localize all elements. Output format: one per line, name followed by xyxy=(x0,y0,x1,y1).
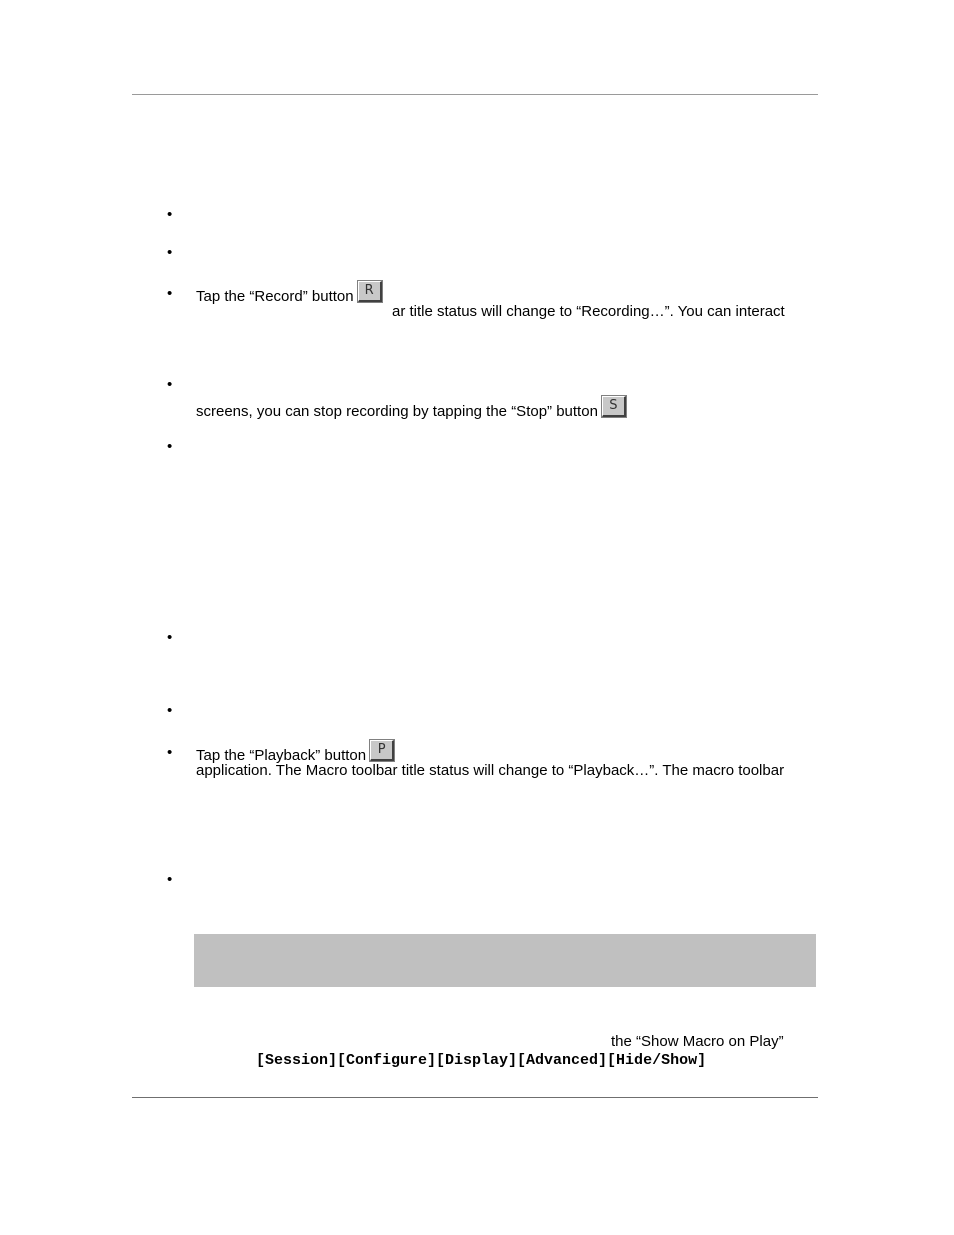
footer-rule xyxy=(132,1097,818,1098)
bullet-2: • xyxy=(167,244,173,261)
show-macro-text: the “Show Macro on Play” xyxy=(611,1033,784,1050)
menu-path: [Session][Configure][Display][Advanced][Hide/Show] xyxy=(256,1052,707,1069)
bullet-4: • xyxy=(167,376,173,393)
bullet-6: • xyxy=(167,629,173,646)
stop-button-icon: S xyxy=(602,396,626,417)
header-rule xyxy=(132,94,818,95)
record-continuation: ar title status will change to “Recording…”. You can interact xyxy=(392,303,785,320)
note-box xyxy=(194,934,816,987)
bullet-8: • xyxy=(167,744,173,761)
record-button-icon: R xyxy=(358,281,382,302)
bullet-7: • xyxy=(167,702,173,719)
bullet-1: • xyxy=(167,206,173,223)
playback-button-icon: P xyxy=(370,740,394,761)
playback-step-label: Tap the “Playback” button xyxy=(196,747,367,764)
bullet-3: • xyxy=(167,285,173,302)
bullet-5: • xyxy=(167,438,173,455)
record-step xyxy=(196,285,382,306)
stop-step xyxy=(196,400,626,421)
stop-step-label: screens, you can stop recording by tapping the “Stop” button xyxy=(196,403,598,420)
playback-continuation: application. The Macro toolbar title status will change to “Playback…”. The macro toolbar xyxy=(196,762,785,779)
bullet-9: • xyxy=(167,871,173,888)
record-step-label: Tap the “Record” button xyxy=(196,288,354,305)
